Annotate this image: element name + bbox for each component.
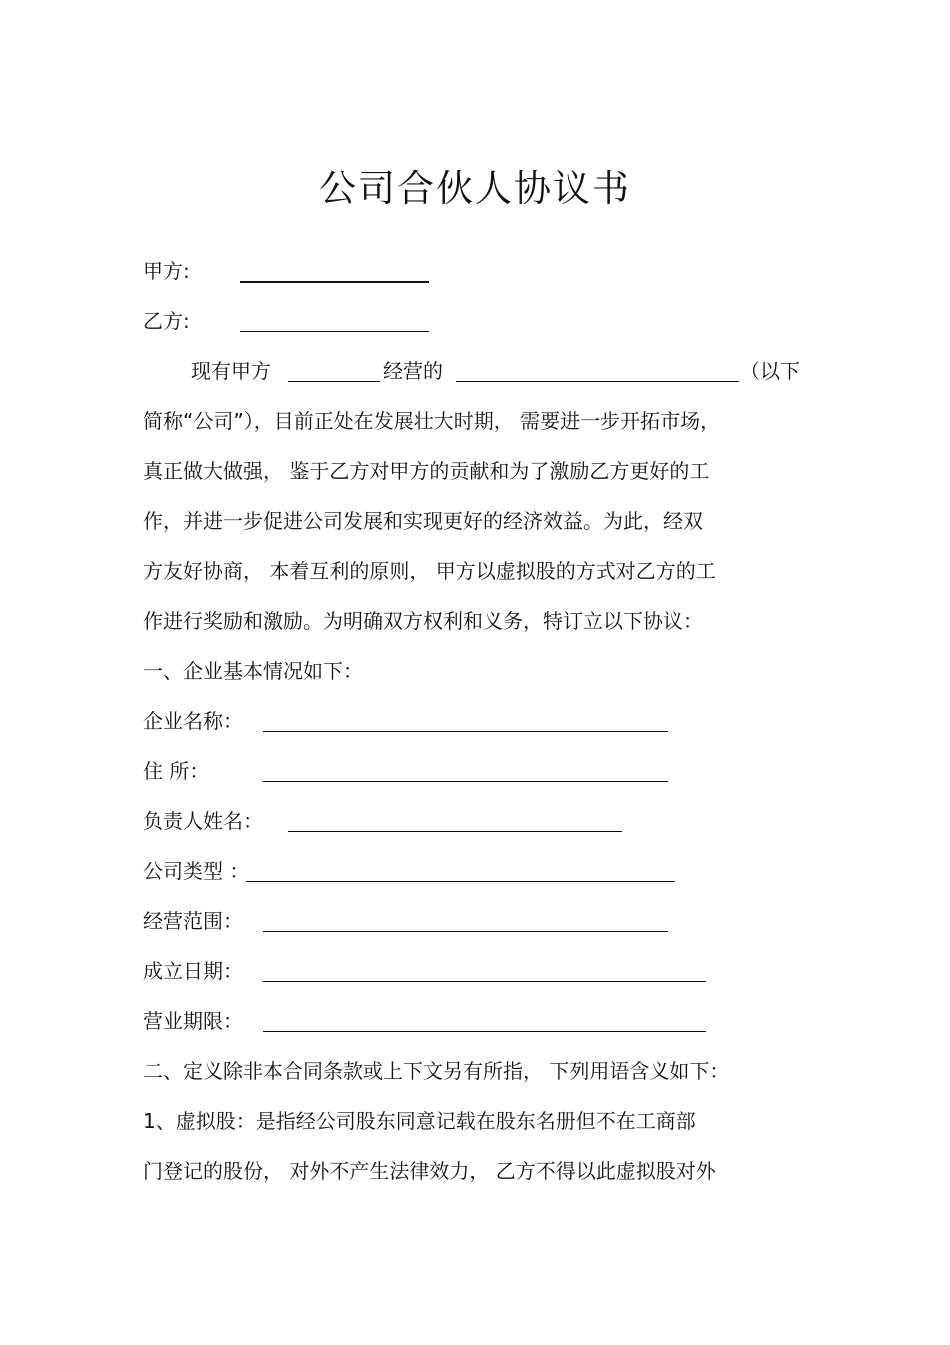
intro-blank-1: [288, 381, 380, 382]
company-type-blank: [246, 881, 675, 882]
intro-line-4: 作，并进一步促进公司发展和实现更好的经济效益。为此，经双: [143, 509, 703, 533]
intro-line-2: 简称“公司”），目前正处在发展壮大时期， 需要进一步开拓市场，: [143, 409, 721, 433]
intro-line-3: 真正做大做强， 鉴于乙方对甲方的贡献和为了激励乙方更好的工: [143, 459, 710, 483]
intro-line-1b: 经营的: [383, 359, 443, 383]
party-b-blank: [240, 331, 429, 332]
responsible-person-label: 负责人姓名：: [143, 809, 263, 833]
established-date-label: 成立日期：: [143, 959, 243, 983]
company-name-blank: [263, 731, 668, 732]
address-label: 住 所：: [143, 759, 210, 783]
intro-line-6: 作进行奖励和激励。为明确双方权利和义务，特订立以下协议：: [143, 609, 703, 633]
responsible-person-blank: [288, 831, 622, 832]
definition-1-line-1: 1、虚拟股：是指经公司股东同意记载在股东名册但不在工商部: [143, 1109, 696, 1133]
party-b-label: 乙方:: [143, 309, 190, 333]
intro-line-1a: 现有甲方: [191, 359, 271, 383]
established-date-blank: [263, 981, 706, 982]
section-1-heading: 一、企业基本情况如下：: [143, 659, 363, 683]
intro-blank-2: [456, 381, 739, 382]
company-name-label: 企业名称：: [143, 709, 243, 733]
intro-line-5: 方友好协商， 本着互利的原则， 甲方以虚拟股的方式对乙方的工: [143, 559, 716, 583]
intro-line-1c: （以下: [740, 359, 800, 383]
document-title: 公司合伙人协议书: [319, 167, 631, 210]
business-term-label: 营业期限：: [143, 1009, 243, 1033]
business-term-blank: [263, 1031, 706, 1032]
company-type-label: 公司类型 ：: [143, 859, 250, 883]
definition-1-line-2: 门登记的股份， 对外不产生法律效力， 乙方不得以此虚拟股对外: [143, 1159, 716, 1183]
section-2-heading: 二、定义除非本合同条款或上下文另有所指， 下列用语含义如下：: [143, 1059, 730, 1083]
business-scope-label: 经营范围：: [143, 909, 243, 933]
business-scope-blank: [263, 931, 668, 932]
party-a-blank: [240, 281, 429, 283]
party-a-label: 甲方:: [143, 259, 190, 283]
address-blank: [263, 781, 668, 782]
